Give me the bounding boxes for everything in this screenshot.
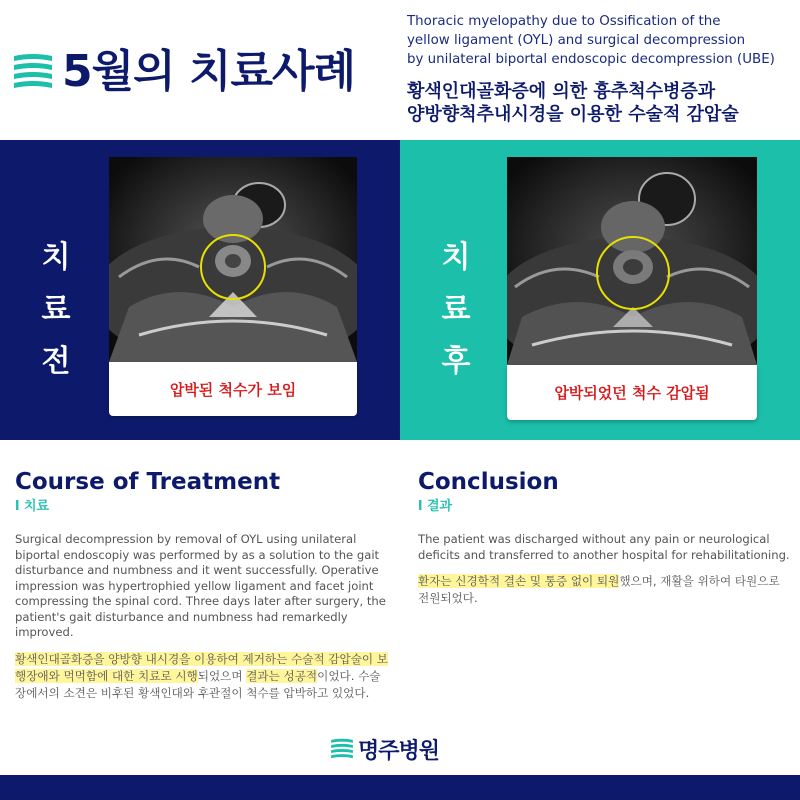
subtitle-korean xyxy=(407,80,792,126)
conclusion-subtitle: l 결과 xyxy=(418,499,453,514)
treatment-body-korean xyxy=(15,651,390,702)
after-label-char: 후 xyxy=(441,344,471,379)
subtitle-en-line: Thoracic myelopathy due to Ossification of the xyxy=(407,14,721,29)
after-label xyxy=(436,232,476,388)
before-caption-card xyxy=(109,362,357,416)
after-label-char: 료 xyxy=(441,292,471,327)
before-label-char: 료 xyxy=(41,292,71,327)
after-caption: 압박되었던 척수 감압됨 xyxy=(554,384,710,402)
subtitle-ko-line: 양방향척추내시경을 이용한 수술적 감압술 xyxy=(407,104,739,125)
after-treatment-panel xyxy=(400,140,800,440)
subtitle-english xyxy=(407,12,792,69)
conclusion-section xyxy=(418,466,793,607)
subtitle-en-line: by unilateral biportal endoscopic decompression (UBE) xyxy=(407,52,775,67)
conclusion-body-korean xyxy=(418,573,793,607)
treatment-text: 이었다. 수술장에서의 소견은 비후된 황색인대와 후관절이 척수를 압박하고 있었다. xyxy=(15,668,381,700)
before-label-char: 치 xyxy=(41,240,71,275)
treatment-title: Course of Treatment xyxy=(15,469,281,495)
footer-bar xyxy=(0,775,800,800)
mri-before-image xyxy=(109,157,357,362)
treatment-highlight: 결과는 성공적 xyxy=(246,668,318,683)
before-treatment-panel xyxy=(0,140,400,440)
after-caption-card xyxy=(507,365,757,420)
conclusion-title: Conclusion xyxy=(418,469,559,495)
conclusion-body-english: The patient was discharged without any pain or neurological deficits and transferred to another hospital for rehabilitationing. xyxy=(418,532,790,562)
mri-after-image xyxy=(507,157,757,365)
treatment-highlight: 황색인대골화증을 양방향 내시경을 이용하여 제거하는 수술적 감압술이 보행장애와 먹먹함에 대한 치료로 시행 xyxy=(15,651,388,683)
hospital-logo-icon xyxy=(12,50,54,94)
treatment-body-english: Surgical decompression by removal of OYL using unilateral biportal endoscopiy was performed by as a solution to the gait disturbance and numbness and it went successfully. Operative impression was hypertrophied yellow ligament and facet joint compressing the spinal cord. Three days later after surgery, the patient's gait disturbance and numbness had remarkedly improved. xyxy=(15,532,386,639)
page-title: 5월의 치료사례 xyxy=(62,46,355,97)
before-caption: 압박된 척수가 보임 xyxy=(169,380,297,399)
conclusion-text: 했으며, 재활을 위하여 타원으로 전원되었다. xyxy=(418,574,780,605)
before-label xyxy=(36,232,76,388)
header xyxy=(0,0,800,140)
treatment-text: 되었으며 xyxy=(197,668,247,683)
treatment-subtitle: l 치료 xyxy=(15,499,50,514)
subtitle-ko-line: 황색인대골화증에 의한 흉추척수병증과 xyxy=(407,81,716,102)
after-label-char: 치 xyxy=(441,240,471,275)
hospital-logo-small-icon xyxy=(330,736,354,762)
treatment-section xyxy=(15,466,390,702)
conclusion-highlight: 환자는 신경학적 결손 및 통증 없이 퇴원 xyxy=(418,574,620,588)
footer-logo xyxy=(330,733,439,765)
before-label-char: 전 xyxy=(41,344,71,379)
hospital-name: 명주병원 xyxy=(358,738,440,764)
subtitle-en-line: yellow ligament (OYL) and surgical decompression xyxy=(407,33,746,48)
